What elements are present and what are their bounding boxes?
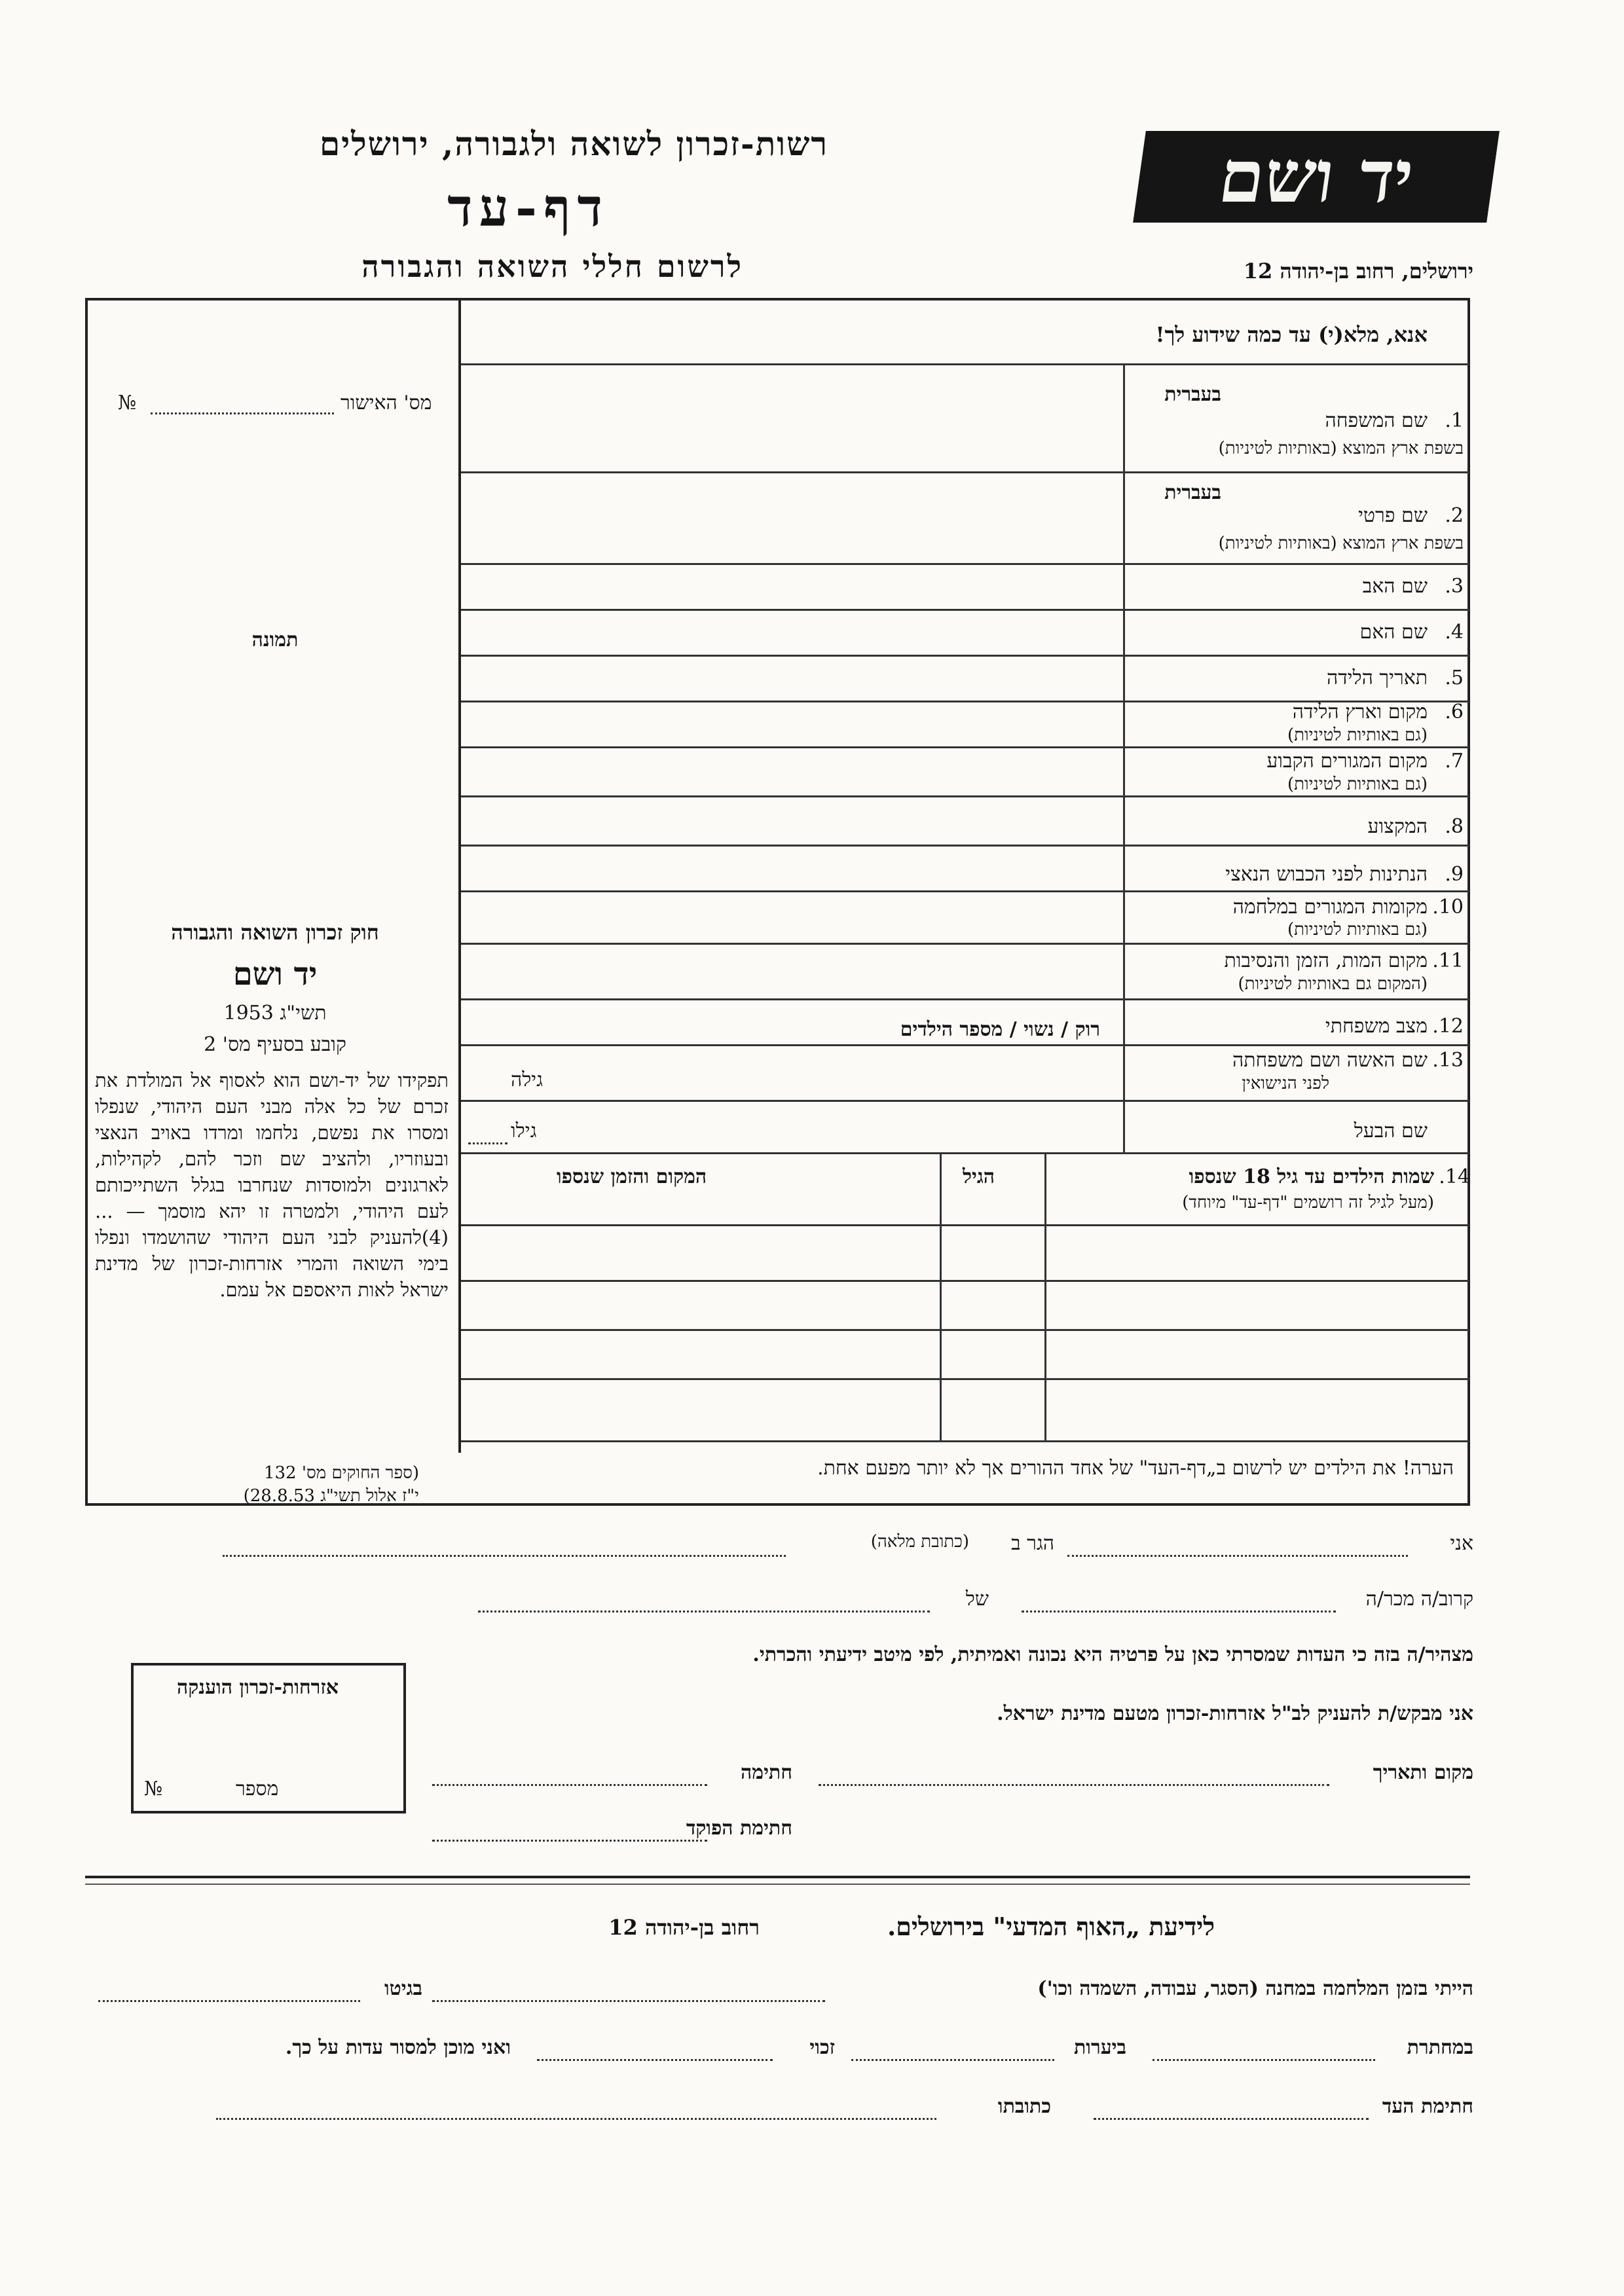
registration-number-label: מס' האישור bbox=[341, 392, 432, 414]
in-hebrew-label: בעברית bbox=[1164, 383, 1221, 406]
children-note: הערה! את הילדים יש לרשום ב„דף-העד" של אחד ההורים אך לא יותר מפעם אחת. bbox=[817, 1457, 1454, 1480]
field-label-death-place: מקום המות, הזמן והנסיבות bbox=[1224, 949, 1428, 972]
row-line bbox=[461, 1224, 1469, 1226]
instruction-text: אנא, מלא(י) עד כמה שידוע לך! bbox=[1155, 322, 1428, 347]
row-line bbox=[461, 795, 1469, 797]
decl-place-date: מקום ותאריך bbox=[1373, 1761, 1473, 1784]
decl-request: אני מבקש/ת להעניק לב"ל אזרחות-זכרון מטעם מדינת ישראל. bbox=[997, 1702, 1473, 1725]
decl-of: של bbox=[965, 1588, 989, 1611]
husband-name-label: שם הבעל bbox=[1354, 1120, 1428, 1142]
law-source-2: י"ז אלול תשי"ג 28.8.53) bbox=[243, 1486, 419, 1506]
field-label-mother-name: שם האם bbox=[1359, 621, 1428, 644]
field-number: 6. bbox=[1445, 701, 1464, 723]
field-sub-wife-name: לפני הנישואין bbox=[1242, 1074, 1329, 1093]
row-line bbox=[461, 998, 1469, 1000]
decl-signature-line[interactable] bbox=[432, 1784, 707, 1786]
field-number: 9. bbox=[1445, 863, 1464, 886]
field-label-residence: מקום המגורים הקבוע bbox=[1266, 750, 1428, 773]
children-age-header: הגיל bbox=[963, 1165, 995, 1188]
field-sub-wartime-residence: (גם באותיות לטיניות) bbox=[1287, 920, 1428, 939]
decl-place-date-line[interactable] bbox=[819, 1784, 1329, 1786]
registration-number-line[interactable] bbox=[151, 412, 334, 414]
field-number: 2. bbox=[1445, 504, 1464, 527]
stamp-title: אזרחות-זכרון הוענקה bbox=[177, 1676, 339, 1699]
section-separator bbox=[85, 1876, 1470, 1878]
field-sub-family-name: בשפת ארץ המוצא (באותיות לטיניות) bbox=[1218, 439, 1464, 458]
bottom-witness-signature-line[interactable] bbox=[1094, 2118, 1369, 2120]
field-number: 11. bbox=[1432, 949, 1464, 972]
field-sub-residence: (גם באותיות לטיניות) bbox=[1287, 774, 1428, 794]
bottom-title: לידיעת „האוף המדעי" בירושלים. bbox=[887, 1912, 1215, 1941]
yad-vashem-logo: יד ושם bbox=[1133, 131, 1500, 223]
field-number: 12. bbox=[1432, 1015, 1464, 1038]
field-sub-birth-place: (גם באותיות לטיניות) bbox=[1287, 725, 1428, 745]
law-year: תשי"ג 1953 bbox=[223, 1002, 327, 1025]
field-number: 1. bbox=[1445, 409, 1464, 432]
decl-i: אני bbox=[1450, 1532, 1473, 1555]
section-separator bbox=[85, 1884, 1470, 1885]
row-line bbox=[461, 1044, 1469, 1046]
row-line bbox=[461, 746, 1469, 748]
row-line bbox=[461, 655, 1469, 657]
husband-age-line[interactable] bbox=[468, 1142, 507, 1144]
decl-address-line[interactable] bbox=[223, 1555, 786, 1557]
field-label-first-name: שם פרטי bbox=[1358, 504, 1428, 527]
label-divider bbox=[1123, 365, 1125, 1152]
marital-options: רוק / נשוי / מספר הילדים bbox=[900, 1018, 1100, 1041]
row-line bbox=[461, 609, 1469, 611]
bottom-line3-address: כתובתו bbox=[997, 2095, 1051, 2118]
field-number: 5. bbox=[1445, 666, 1464, 689]
husband-age-label: גילו bbox=[511, 1120, 537, 1142]
bottom-line2-forests: ביערות bbox=[1073, 2036, 1126, 2059]
bottom-title-address: רחוב בן-יהודה 12 bbox=[608, 1915, 760, 1940]
field-number: 8. bbox=[1445, 815, 1464, 838]
bottom-line2-testify: ואני מוכן למסור עדות על כך. bbox=[285, 2036, 511, 2059]
decl-officer-signature-line[interactable] bbox=[432, 1840, 707, 1842]
bottom-line1-camp: הייתי בזמן המלחמה במחנה (הסגר, עבודה, השמדה וכו') bbox=[1037, 1977, 1473, 2000]
decl-statement: מצהיר/ה בזה כי העדות שמסרתי כאן על פרטיה היא נכונה ואמיתית, לפי מיטב ידיעתי והכרתי. bbox=[752, 1643, 1473, 1666]
decl-residing: הגר ב bbox=[1011, 1532, 1054, 1555]
field-number: 3. bbox=[1445, 575, 1464, 598]
field-number: 13. bbox=[1432, 1049, 1464, 1072]
bottom-camp-line[interactable] bbox=[432, 2000, 825, 2002]
bottom-ghetto-line[interactable] bbox=[98, 2000, 360, 2002]
number-sign: № bbox=[118, 392, 137, 414]
decl-name-line[interactable] bbox=[1067, 1555, 1408, 1557]
children-divider bbox=[1044, 1152, 1046, 1440]
law-name: יד ושם bbox=[232, 956, 318, 993]
bottom-line3-witness-signature: חתימת העד bbox=[1382, 2095, 1473, 2118]
children-place-header: המקום והזמן שנספו bbox=[557, 1165, 707, 1188]
field-number: 4. bbox=[1445, 621, 1464, 644]
field-sub-first-name: בשפת ארץ המוצא (באותיות לטיניות) bbox=[1218, 534, 1464, 553]
field-number: 7. bbox=[1445, 750, 1464, 773]
row-line bbox=[461, 1329, 1469, 1331]
field-label-citizenship: הנתינות לפני הכבוש הנאצי bbox=[1225, 863, 1428, 886]
row-line bbox=[461, 563, 1469, 565]
row-line bbox=[461, 890, 1469, 892]
law-text: תפקידו של יד-ושם הוא לאסוף אל המולדת את זכרם של כל אלה מבני העם היהודי, שנפלו ומסרו את נפשם, נלחמו ומרדו באויב הנאצי ובעוזריו, ולהציב שם וזכר להם, לקהילות, לארגונים ולמוסדות שנחרבו בגלל השתייכותם לעם היהודי, ולמטרה זו יהא מוסמך — ...(4)להעניק לבני העם היהודי שהושמדו ונפלו בימי השואה והמרי אזרחות-זכרון של מדינת ישראל לאות היאספם אל עמם. bbox=[95, 1069, 449, 1302]
stamp-number-label: מספר bbox=[236, 1777, 279, 1800]
decl-signature: חתימה bbox=[741, 1761, 792, 1784]
law-source-1: (ספר החוקים מס' 132 bbox=[263, 1463, 419, 1483]
wife-age-label: גילה bbox=[511, 1068, 544, 1091]
in-hebrew-label: בעברית bbox=[1164, 481, 1221, 504]
bottom-line2-zkhui: זכוי bbox=[809, 2036, 835, 2059]
field-label-profession: המקצוע bbox=[1367, 815, 1428, 838]
field-label-marital-status: מצב משפחתי bbox=[1325, 1015, 1428, 1038]
decl-full-address: (כתובת מלאה) bbox=[870, 1532, 969, 1552]
decl-of-line[interactable] bbox=[478, 1611, 930, 1613]
bottom-line2-underground: במחתרת bbox=[1407, 2036, 1473, 2059]
children-divider bbox=[940, 1152, 942, 1440]
children-sub: (מעל לגיל זה רושמים "דף-עד" מיוחד) bbox=[1182, 1193, 1434, 1212]
row-line bbox=[461, 845, 1469, 847]
field-label-birth-date: תאריך הלידה bbox=[1326, 666, 1428, 689]
photo-label: תמונה bbox=[251, 629, 299, 651]
bottom-underground-line[interactable] bbox=[1153, 2059, 1375, 2061]
row-line bbox=[461, 471, 1469, 473]
field-label-birth-place: מקום וארץ הלידה bbox=[1292, 701, 1428, 723]
bottom-zkhui-line[interactable] bbox=[537, 2059, 773, 2061]
field-number: 14. bbox=[1439, 1165, 1470, 1188]
children-label: שמות הילדים עד גיל 18 שנספו bbox=[1189, 1165, 1434, 1188]
field-label-family-name: שם המשפחה bbox=[1325, 409, 1428, 432]
field-label-wartime-residence: מקומות המגורים במלחמה bbox=[1232, 896, 1428, 919]
decl-relative: קרוב/ה מכר/ה bbox=[1365, 1588, 1473, 1611]
row-line bbox=[461, 1440, 1469, 1442]
stamp-number-sign: № bbox=[144, 1777, 163, 1800]
field-sub-death-place: (המקום גם באותיות לטיניות) bbox=[1238, 974, 1428, 994]
row-line bbox=[461, 1152, 1469, 1154]
row-line bbox=[461, 363, 1469, 365]
decl-relation-line[interactable] bbox=[1022, 1611, 1336, 1613]
header-address: ירושלים, רחוב בן-יהודה 12 bbox=[1243, 259, 1473, 283]
decl-officer-signature: חתימת הפוקד bbox=[686, 1817, 792, 1840]
law-title: חוק זכרון השואה והגבורה bbox=[171, 920, 379, 945]
form-title: דף-עד bbox=[447, 177, 609, 238]
field-label-wife-name: שם האשה ושם משפחתה bbox=[1232, 1049, 1428, 1072]
bottom-forests-line[interactable] bbox=[851, 2059, 1054, 2061]
row-line bbox=[461, 1100, 1469, 1102]
row-line bbox=[461, 1280, 1469, 1282]
field-number: 10. bbox=[1432, 896, 1464, 919]
form-subtitle: לרשום חללי השואה והגבורה bbox=[361, 249, 743, 284]
row-line bbox=[461, 1378, 1469, 1380]
field-label-father-name: שם האב bbox=[1362, 575, 1428, 598]
row-line bbox=[461, 943, 1469, 945]
law-section: קובע בסעיף מס' 2 bbox=[204, 1033, 346, 1056]
bottom-witness-address-line[interactable] bbox=[216, 2118, 936, 2120]
bottom-line1-ghetto: בגיטו bbox=[384, 1977, 422, 2000]
institution-name: רשות-זכרון לשואה ולגבורה, ירושלים bbox=[319, 124, 828, 163]
